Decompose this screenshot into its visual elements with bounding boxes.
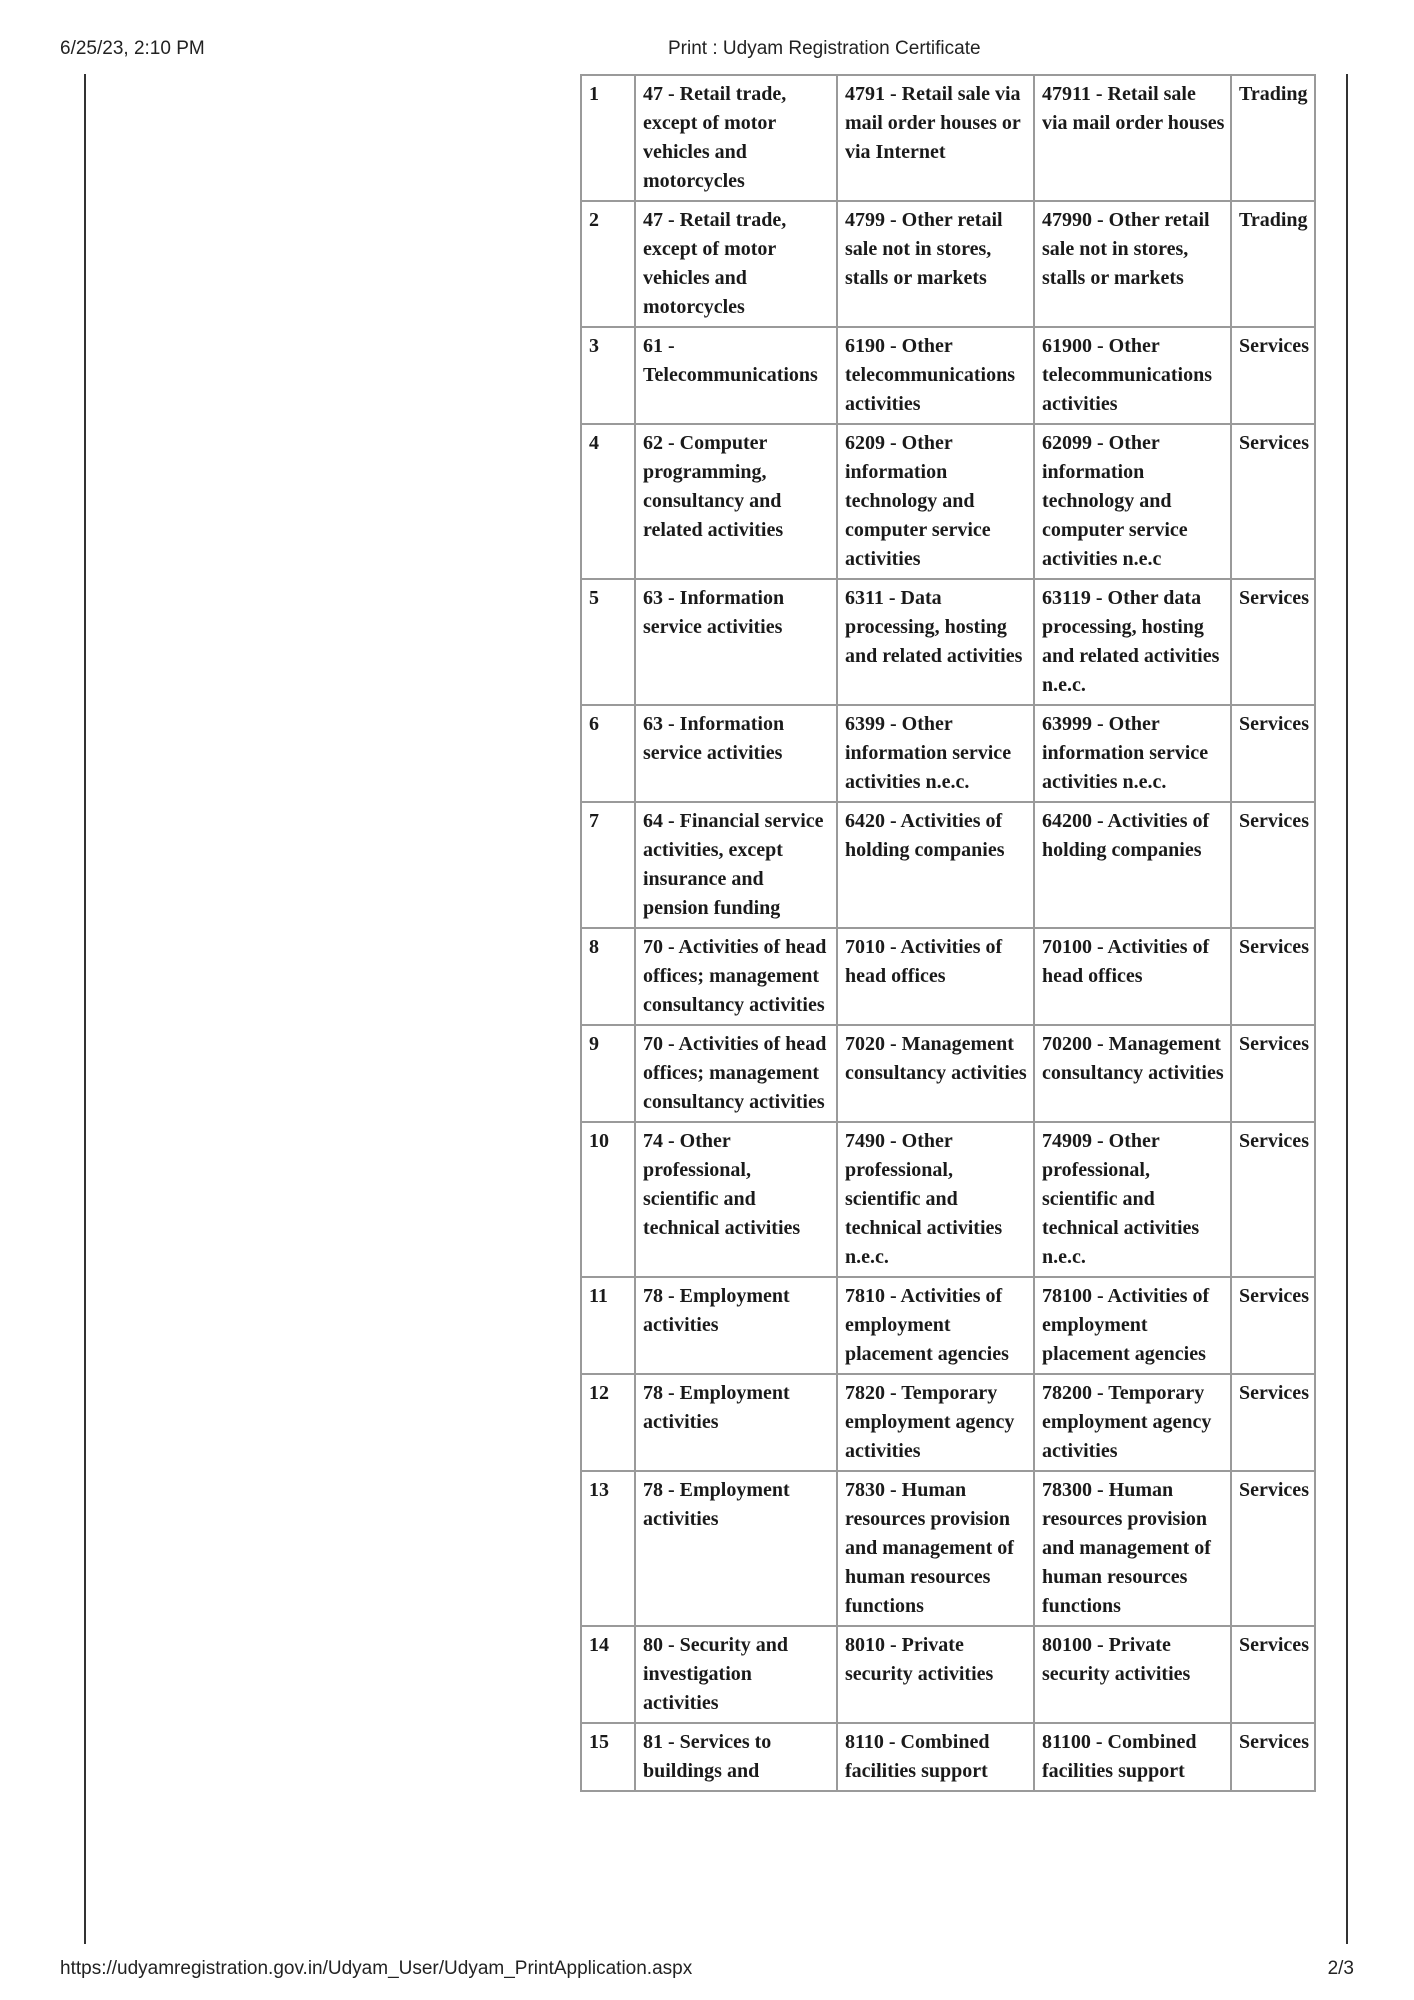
row-serial-number: 6 bbox=[581, 705, 635, 802]
nic-4-digit-cell: 4799 - Other retail sale not in stores, stalls or markets bbox=[837, 201, 1034, 327]
table-row bbox=[581, 1723, 1315, 1791]
nic-4-digit-cell: 6311 - Data processing, hosting and related activities bbox=[837, 579, 1034, 705]
nic-4-digit-cell: 6209 - Other information technology and computer service activities bbox=[837, 424, 1034, 579]
row-serial-number: 5 bbox=[581, 579, 635, 705]
nic-4-digit-cell: 6399 - Other information service activities n.e.c. bbox=[837, 705, 1034, 802]
activity-type-cell: Services bbox=[1231, 1471, 1315, 1626]
nic-5-digit-cell: 47990 - Other retail sale not in stores, stalls or markets bbox=[1034, 201, 1231, 327]
row-serial-number: 4 bbox=[581, 424, 635, 579]
print-date: 6/25/23, 2:10 PM bbox=[60, 38, 205, 59]
row-serial-number: 3 bbox=[581, 327, 635, 424]
right-border-line bbox=[1346, 74, 1348, 1944]
nic-4-digit-cell: 6420 - Activities of holding companies bbox=[837, 802, 1034, 928]
nic-4-digit-cell: 7820 - Temporary employment agency activities bbox=[837, 1374, 1034, 1471]
activity-type-cell: Trading bbox=[1231, 201, 1315, 327]
row-serial-number: 2 bbox=[581, 201, 635, 327]
nic-2-digit-cell: 47 - Retail trade, except of motor vehicles and motorcycles bbox=[635, 201, 837, 327]
nic-5-digit-cell: 78200 - Temporary employment agency activities bbox=[1034, 1374, 1231, 1471]
activity-type-cell: Services bbox=[1231, 928, 1315, 1025]
table-row bbox=[581, 201, 1315, 327]
page-title: Print : Udyam Registration Certificate bbox=[668, 38, 981, 59]
nic-2-digit-cell: 78 - Employment activities bbox=[635, 1471, 837, 1626]
table-row bbox=[581, 75, 1315, 201]
nic-2-digit-cell: 70 - Activities of head offices; management consultancy activities bbox=[635, 1025, 837, 1122]
page-url: https://udyamregistration.gov.in/Udyam_User/Udyam_PrintApplication.aspx bbox=[60, 1958, 693, 1979]
nic-4-digit-cell: 7010 - Activities of head offices bbox=[837, 928, 1034, 1025]
activity-type-cell: Services bbox=[1231, 705, 1315, 802]
nic-5-digit-cell: 62099 - Other information technology and computer service activities n.e.c bbox=[1034, 424, 1231, 579]
row-serial-number: 8 bbox=[581, 928, 635, 1025]
activity-type-cell: Services bbox=[1231, 1723, 1315, 1791]
nic-5-digit-cell: 63119 - Other data processing, hosting and related activities n.e.c. bbox=[1034, 579, 1231, 705]
table-row bbox=[581, 928, 1315, 1025]
nic-4-digit-cell: 7810 - Activities of employment placement agencies bbox=[837, 1277, 1034, 1374]
activity-type-cell: Services bbox=[1231, 802, 1315, 928]
nic-5-digit-cell: 63999 - Other information service activities n.e.c. bbox=[1034, 705, 1231, 802]
nic-2-digit-cell: 80 - Security and investigation activities bbox=[635, 1626, 837, 1723]
nic-5-digit-cell: 74909 - Other professional, scientific and technical activities n.e.c. bbox=[1034, 1122, 1231, 1277]
row-serial-number: 1 bbox=[581, 75, 635, 201]
row-serial-number: 14 bbox=[581, 1626, 635, 1723]
nic-2-digit-cell: 62 - Computer programming, consultancy and related activities bbox=[635, 424, 837, 579]
nic-4-digit-cell: 6190 - Other telecommunications activities bbox=[837, 327, 1034, 424]
table-row bbox=[581, 705, 1315, 802]
nic-2-digit-cell: 63 - Information service activities bbox=[635, 705, 837, 802]
nic-2-digit-cell: 74 - Other professional, scientific and technical activities bbox=[635, 1122, 837, 1277]
nic-5-digit-cell: 70200 - Management consultancy activities bbox=[1034, 1025, 1231, 1122]
row-serial-number: 12 bbox=[581, 1374, 635, 1471]
nic-2-digit-cell: 81 - Services to buildings and bbox=[635, 1723, 837, 1791]
nic-2-digit-cell: 47 - Retail trade, except of motor vehicles and motorcycles bbox=[635, 75, 837, 201]
activity-type-cell: Services bbox=[1231, 1374, 1315, 1471]
nic-4-digit-cell: 8010 - Private security activities bbox=[837, 1626, 1034, 1723]
nic-2-digit-cell: 64 - Financial service activities, except insurance and pension funding bbox=[635, 802, 837, 928]
nic-4-digit-cell: 7020 - Management consultancy activities bbox=[837, 1025, 1034, 1122]
table-row bbox=[581, 579, 1315, 705]
table-row bbox=[581, 802, 1315, 928]
table-row bbox=[581, 327, 1315, 424]
page-number: 2/3 bbox=[1327, 1958, 1354, 1979]
nic-2-digit-cell: 63 - Information service activities bbox=[635, 579, 837, 705]
nic-2-digit-cell: 78 - Employment activities bbox=[635, 1277, 837, 1374]
table-row bbox=[581, 1471, 1315, 1626]
row-serial-number: 10 bbox=[581, 1122, 635, 1277]
nic-5-digit-cell: 70100 - Activities of head offices bbox=[1034, 928, 1231, 1025]
row-serial-number: 15 bbox=[581, 1723, 635, 1791]
nic-4-digit-cell: 7830 - Human resources provision and management of human resources functions bbox=[837, 1471, 1034, 1626]
row-serial-number: 7 bbox=[581, 802, 635, 928]
nic-5-digit-cell: 47911 - Retail sale via mail order houses bbox=[1034, 75, 1231, 201]
nic-5-digit-cell: 78100 - Activities of employment placement agencies bbox=[1034, 1277, 1231, 1374]
table-row bbox=[581, 424, 1315, 579]
nic-code-table bbox=[580, 74, 1316, 1792]
table-row bbox=[581, 1277, 1315, 1374]
nic-2-digit-cell: 70 - Activities of head offices; management consultancy activities bbox=[635, 928, 837, 1025]
left-border-line bbox=[84, 74, 86, 1944]
activity-type-cell: Services bbox=[1231, 1025, 1315, 1122]
activity-type-cell: Services bbox=[1231, 424, 1315, 579]
activity-type-cell: Services bbox=[1231, 1277, 1315, 1374]
table-row bbox=[581, 1122, 1315, 1277]
row-serial-number: 13 bbox=[581, 1471, 635, 1626]
table-row bbox=[581, 1374, 1315, 1471]
nic-5-digit-cell: 81100 - Combined facilities support bbox=[1034, 1723, 1231, 1791]
activity-type-cell: Services bbox=[1231, 1122, 1315, 1277]
nic-2-digit-cell: 61 - Telecommunications bbox=[635, 327, 837, 424]
nic-5-digit-cell: 80100 - Private security activities bbox=[1034, 1626, 1231, 1723]
row-serial-number: 11 bbox=[581, 1277, 635, 1374]
activity-type-cell: Trading bbox=[1231, 75, 1315, 201]
nic-5-digit-cell: 64200 - Activities of holding companies bbox=[1034, 802, 1231, 928]
activity-type-cell: Services bbox=[1231, 1626, 1315, 1723]
activity-type-cell: Services bbox=[1231, 579, 1315, 705]
table-row bbox=[581, 1025, 1315, 1122]
activity-type-cell: Services bbox=[1231, 327, 1315, 424]
table-row bbox=[581, 1626, 1315, 1723]
nic-4-digit-cell: 7490 - Other professional, scientific and technical activities n.e.c. bbox=[837, 1122, 1034, 1277]
nic-5-digit-cell: 78300 - Human resources provision and management of human resources functions bbox=[1034, 1471, 1231, 1626]
nic-5-digit-cell: 61900 - Other telecommunications activities bbox=[1034, 327, 1231, 424]
nic-2-digit-cell: 78 - Employment activities bbox=[635, 1374, 837, 1471]
nic-table-body bbox=[581, 75, 1315, 1791]
nic-4-digit-cell: 8110 - Combined facilities support bbox=[837, 1723, 1034, 1791]
row-serial-number: 9 bbox=[581, 1025, 635, 1122]
nic-4-digit-cell: 4791 - Retail sale via mail order houses or via Internet bbox=[837, 75, 1034, 201]
